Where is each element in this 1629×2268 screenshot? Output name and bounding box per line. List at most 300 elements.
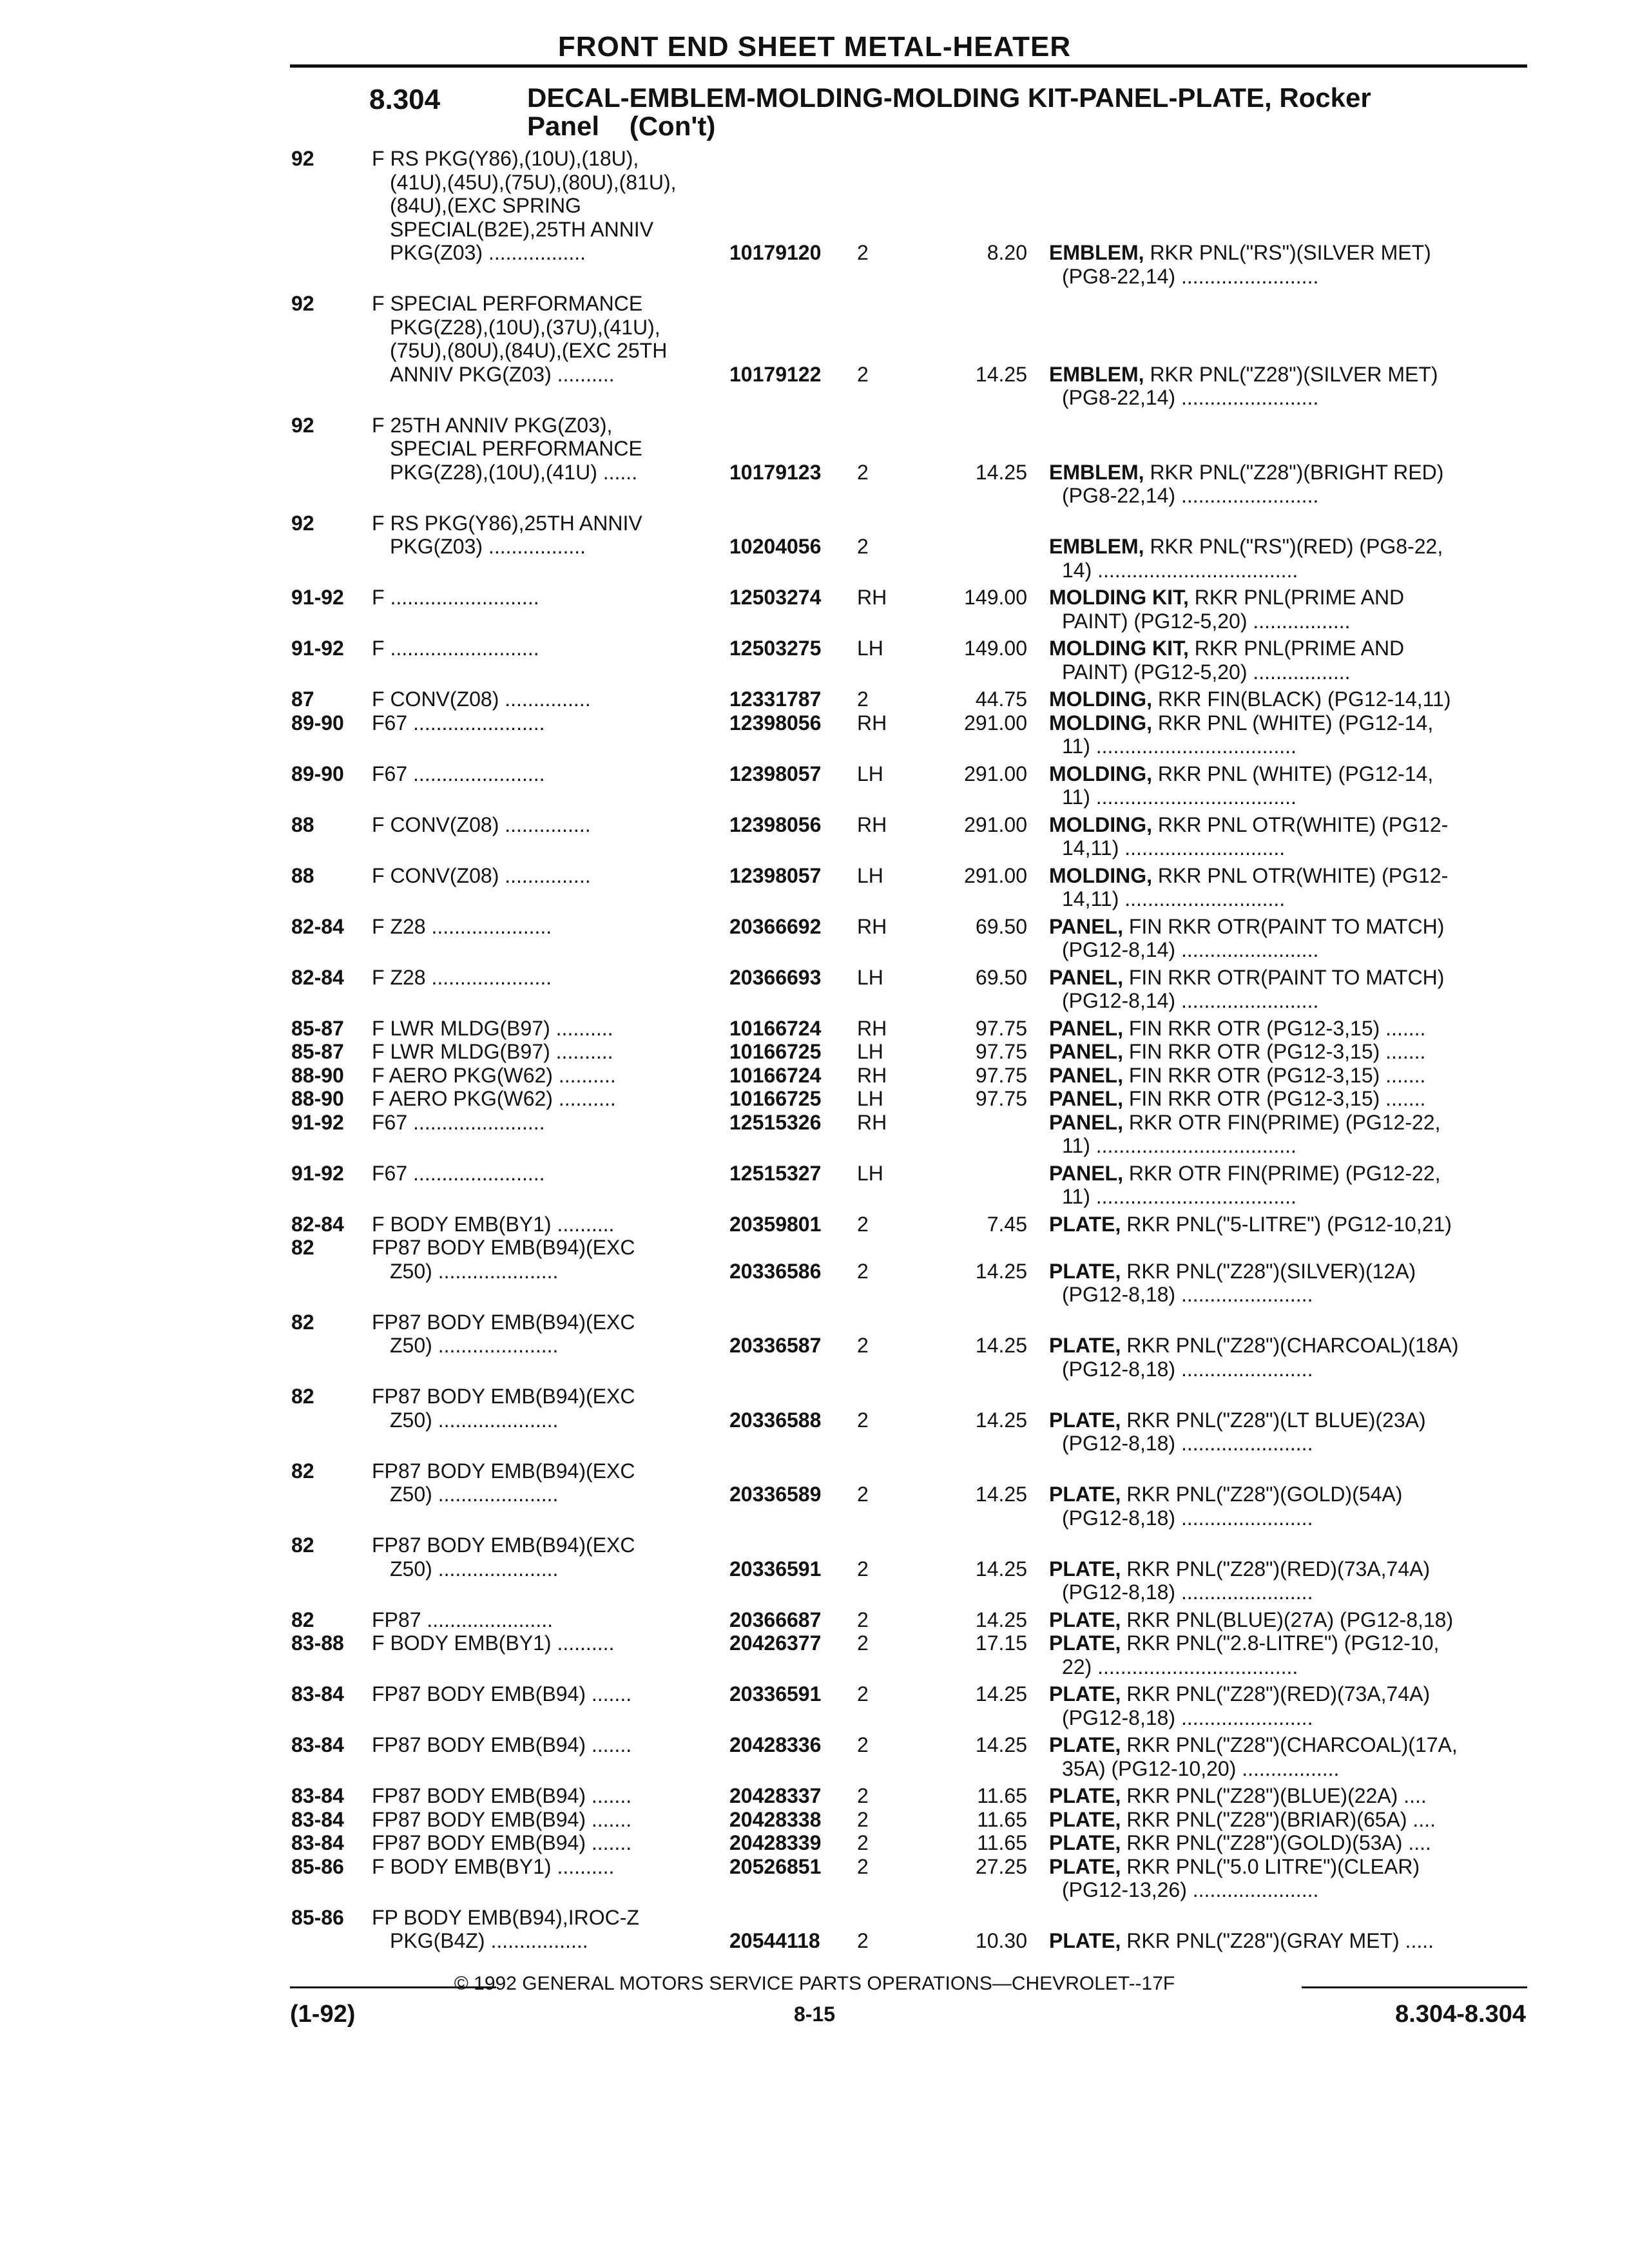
row-part-number: 20428339 (729, 1831, 822, 1854)
row-part-name-line (1049, 1334, 1526, 1358)
row-model-year: 85-86 (291, 1854, 344, 1878)
row-model-year: 83-84 (291, 1831, 344, 1854)
row-quantity: RH (857, 586, 887, 609)
row-application (372, 1236, 720, 1283)
row-part-name (1049, 711, 1526, 758)
row-part-name-line: 14,11) ............................ (1062, 887, 1286, 910)
row-price: 291.00 (964, 762, 1027, 785)
row-part-name-line: (PG8-22,14) ........................ (1062, 264, 1319, 288)
row-application-line: F RS PKG(Y86),25TH ANNIV (372, 511, 642, 535)
row-application-line: PKG(Z28),(10U),(41U) ...... (390, 460, 638, 484)
row-application-line: F .......................... (372, 586, 539, 609)
row-part-number: 20336587 (729, 1334, 822, 1357)
table-row (0, 1064, 1629, 1088)
row-part-number: 10204056 (729, 535, 822, 558)
row-quantity: 2 (857, 1483, 869, 1506)
table-row (0, 1162, 1629, 1213)
table-row (0, 1855, 1629, 1906)
row-price: 14.25 (975, 1259, 1027, 1283)
row-part-detail: FIN RKR OTR (PG12-3,15) ....... (1128, 1087, 1426, 1110)
row-quantity: 2 (857, 1408, 869, 1432)
row-part-number: 20366687 (729, 1608, 822, 1631)
row-price: 97.75 (975, 1016, 1027, 1040)
row-quantity: 2 (857, 1557, 869, 1581)
row-quantity: RH (857, 1110, 887, 1134)
row-part-name (1049, 1784, 1526, 1808)
row-part-number: 12331787 (729, 687, 822, 711)
row-part-name-line (1049, 711, 1526, 735)
row-part-detail: RKR PNL("Z28")(SILVER)(12A) (1126, 1259, 1416, 1283)
row-model-year: 83-84 (291, 1682, 344, 1706)
row-quantity: RH (857, 1063, 887, 1087)
row-part-type: PLATE, (1049, 1483, 1121, 1506)
row-part-name (1049, 966, 1526, 1013)
row-part-detail: FIN RKR OTR (PG12-3,15) ....... (1128, 1016, 1426, 1040)
row-part-name (1049, 1855, 1526, 1902)
row-application (372, 1608, 720, 1632)
table-row (0, 1784, 1629, 1808)
row-quantity: LH (857, 762, 883, 785)
row-part-detail: RKR PNL("Z28")(BRIGHT RED) (1150, 460, 1444, 484)
row-part-name-line (1049, 1213, 1526, 1236)
table-row (0, 1087, 1629, 1111)
row-application-line: Z50) ..................... (390, 1408, 559, 1432)
row-part-type: PLATE, (1049, 1854, 1121, 1878)
row-part-name-line (1049, 1682, 1526, 1706)
row-application-line: PKG(Z03) ................. (390, 241, 586, 264)
row-application (372, 1017, 720, 1041)
row-application-line: Z50) ..................... (390, 1334, 559, 1357)
row-price: 11.65 (977, 1784, 1027, 1807)
row-part-name-line: 11) ................................... (1062, 785, 1296, 809)
row-part-name-line (1049, 363, 1526, 387)
row-quantity: 2 (857, 1631, 869, 1655)
row-price: 97.75 (975, 1063, 1027, 1087)
row-part-type: PLATE, (1049, 1259, 1121, 1283)
row-model-year: 88-90 (291, 1063, 344, 1087)
table-row (0, 1682, 1629, 1733)
row-application-line: PKG(Z28),(10U),(37U),(41U), (390, 315, 660, 339)
row-part-name-line (1049, 1929, 1526, 1953)
row-application (372, 1784, 720, 1808)
table-row (0, 586, 1629, 637)
row-part-name (1049, 1631, 1526, 1678)
row-application-line: FP87 BODY EMB(B94)(EXC (372, 1236, 635, 1259)
page-header-title: FRONT END SHEET METAL-HEATER (557, 31, 1072, 62)
row-quantity: 2 (857, 535, 869, 558)
row-application (372, 414, 720, 485)
row-part-number: 10166724 (729, 1063, 822, 1087)
row-price: 69.50 (975, 965, 1027, 989)
row-price: 14.25 (975, 1557, 1027, 1581)
row-part-type: PANEL, (1049, 1087, 1123, 1110)
row-part-name (1049, 1087, 1526, 1111)
row-part-name-line (1049, 1557, 1526, 1581)
row-part-name-line (1049, 1111, 1526, 1135)
row-model-year: 85-86 (291, 1905, 344, 1929)
row-part-number: 12503274 (729, 586, 822, 609)
row-application-line: FP BODY EMB(B94),IROC-Z (372, 1905, 639, 1929)
row-part-name-line: (PG8-22,14) ........................ (1062, 386, 1319, 409)
row-part-name-line: 11) ................................... (1062, 1185, 1296, 1208)
table-row (0, 966, 1629, 1017)
row-part-name-line: (PG12-13,26) ...................... (1062, 1878, 1319, 1901)
row-part-name-line (1049, 1808, 1526, 1832)
table-row (0, 813, 1629, 864)
row-application-line: FP87 BODY EMB(B94)(EXC (372, 1310, 635, 1334)
row-application-line: SPECIAL PERFORMANCE (390, 437, 642, 460)
row-application (372, 1385, 720, 1432)
row-model-year: 89-90 (291, 762, 344, 785)
row-part-name-line (1049, 1260, 1526, 1283)
row-part-detail: RKR PNL("RS")(RED) (PG8-22, (1150, 535, 1443, 558)
row-price: 14.25 (975, 1733, 1027, 1756)
row-price: 14.25 (975, 1408, 1027, 1432)
row-application-line: Z50) ..................... (390, 1483, 559, 1506)
row-part-name-line: (PG8-22,14) ........................ (1062, 484, 1319, 507)
row-application-line: FP87 BODY EMB(B94) ....... (372, 1733, 632, 1756)
row-part-type: PANEL, (1049, 1040, 1123, 1063)
row-part-detail: RKR PNL("Z28")(CHARCOAL)(17A, (1126, 1733, 1458, 1756)
row-application (372, 1631, 720, 1655)
row-quantity: RH (857, 812, 887, 836)
row-part-name-line (1049, 1408, 1526, 1432)
row-quantity: RH (857, 1016, 887, 1040)
table-row (0, 414, 1629, 512)
row-part-type: EMBLEM, (1049, 362, 1144, 386)
row-application (372, 1311, 720, 1358)
row-quantity: 2 (857, 1831, 869, 1854)
row-quantity: 2 (857, 460, 869, 484)
row-part-name-line: (PG12-8,18) ....................... (1062, 1357, 1313, 1381)
row-part-name (1049, 1831, 1526, 1855)
row-part-detail: RKR PNL (WHITE) (PG12-14, (1157, 711, 1434, 735)
row-quantity: 2 (857, 362, 869, 386)
table-row (0, 1906, 1629, 1957)
row-part-detail: RKR PNL("2.8-LITRE") (PG12-10, (1126, 1631, 1440, 1655)
row-part-name (1049, 586, 1526, 633)
section-title-line1: DECAL-EMBLEM-MOLDING-MOLDING KIT-PANEL-PLATE, Rocker (527, 82, 1371, 113)
row-part-name (1049, 1260, 1526, 1307)
row-part-type: EMBLEM, (1049, 535, 1144, 558)
row-application-line: FP87 BODY EMB(B94) ....... (372, 1682, 632, 1706)
row-application (372, 1064, 720, 1088)
row-quantity: 2 (857, 1334, 869, 1357)
row-application-line: PKG(Z03) ................. (390, 535, 586, 558)
table-row (0, 1608, 1629, 1632)
row-application-line: F CONV(Z08) ............... (372, 812, 591, 836)
row-application (372, 966, 720, 990)
row-price: 291.00 (964, 863, 1027, 887)
table-row (0, 1385, 1629, 1459)
row-application (372, 1808, 720, 1832)
row-application-line: FP87 BODY EMB(B94)(EXC (372, 1385, 635, 1408)
row-part-name (1049, 1334, 1526, 1381)
row-price: 291.00 (964, 711, 1027, 735)
row-application (372, 1111, 720, 1135)
row-part-name-line (1049, 762, 1526, 786)
row-model-year: 82-84 (291, 914, 344, 938)
row-application (372, 1459, 720, 1506)
parts-table (0, 147, 1629, 1957)
row-part-type: EMBLEM, (1049, 460, 1144, 484)
row-part-type: PANEL, (1049, 1016, 1123, 1040)
row-price: 7.45 (987, 1212, 1027, 1236)
row-application-line: F AERO PKG(W62) .......... (372, 1087, 616, 1110)
row-part-name-line: PAINT) (PG12-5,20) ................. (1062, 660, 1351, 684)
row-part-number: 12398056 (729, 812, 822, 836)
row-part-type: PLATE, (1049, 1807, 1121, 1831)
row-application-line: F Z28 ..................... (372, 914, 552, 938)
row-part-name-line (1049, 966, 1526, 990)
row-part-type: PLATE, (1049, 1929, 1121, 1952)
row-quantity: 2 (857, 1733, 869, 1756)
row-application-line: F CONV(Z08) ............... (372, 863, 591, 887)
row-model-year: 85-87 (291, 1040, 344, 1063)
row-application (372, 1831, 720, 1855)
row-part-name (1049, 1608, 1526, 1632)
row-part-detail: RKR PNL OTR(WHITE) (PG12- (1157, 863, 1449, 887)
row-part-type: PLATE, (1049, 1557, 1121, 1581)
row-part-name (1049, 1733, 1526, 1780)
row-part-number: 10179123 (729, 460, 822, 484)
row-part-detail: RKR PNL("Z28")(BRIAR)(65A) .... (1126, 1807, 1436, 1831)
row-price: 11.65 (977, 1807, 1027, 1831)
header-rule (290, 64, 1527, 68)
row-price: 149.00 (964, 586, 1027, 609)
row-model-year: 83-84 (291, 1733, 344, 1756)
row-part-type: MOLDING KIT, (1049, 586, 1189, 609)
row-part-name-line (1049, 1017, 1526, 1041)
row-application-line: F CONV(Z08) ............... (372, 687, 591, 711)
row-model-year: 87 (291, 687, 314, 711)
row-price: 14.25 (975, 1682, 1027, 1706)
row-part-name (1049, 813, 1526, 860)
table-row (0, 687, 1629, 711)
row-part-name-line: (PG12-8,18) ....................... (1062, 1706, 1313, 1729)
footer-page-number: 8-15 (793, 2003, 836, 2026)
row-part-type: PANEL, (1049, 914, 1123, 938)
row-model-year: 82-84 (291, 965, 344, 989)
row-part-name-line: (PG12-8,14) ........................ (1062, 989, 1319, 1012)
row-part-name-line: 22) ................................... (1062, 1655, 1298, 1678)
row-application-line: PKG(B4Z) ................. (390, 1929, 588, 1952)
row-application-line: F BODY EMB(BY1) .......... (372, 1631, 615, 1655)
row-model-year: 88 (291, 812, 314, 836)
row-model-year: 88-90 (291, 1087, 344, 1110)
row-part-name-line (1049, 1733, 1526, 1757)
row-part-number: 10166725 (729, 1087, 822, 1110)
row-model-year: 82 (291, 1385, 314, 1408)
row-application-line: (41U),(45U),(75U),(80U),(81U), (390, 170, 677, 194)
row-part-detail: RKR PNL(PRIME AND (1194, 586, 1405, 609)
row-model-year: 82 (291, 1459, 314, 1483)
row-part-detail: RKR OTR FIN(PRIME) (PG12-22, (1128, 1161, 1441, 1185)
row-part-type: PANEL, (1049, 1110, 1123, 1134)
row-model-year: 85-87 (291, 1016, 344, 1040)
row-application (372, 147, 720, 265)
row-quantity: LH (857, 863, 883, 887)
row-part-detail: RKR PNL("5-LITRE") (PG12-10,21) (1126, 1212, 1452, 1236)
row-part-type: PLATE, (1049, 1408, 1121, 1432)
row-part-type: PLATE, (1049, 1212, 1121, 1236)
row-part-name-line (1049, 864, 1526, 888)
row-part-type: MOLDING, (1049, 812, 1152, 836)
row-part-detail: RKR PNL (WHITE) (PG12-14, (1157, 762, 1434, 785)
row-part-number: 20336591 (729, 1557, 822, 1581)
row-application-line: Z50) ..................... (390, 1259, 559, 1283)
row-price: 97.75 (975, 1087, 1027, 1110)
row-part-name-line: 35A) (PG12-10,20) ................. (1062, 1756, 1340, 1780)
row-application-line: F67 ....................... (372, 711, 545, 735)
row-part-name (1049, 1213, 1526, 1236)
row-application (372, 1733, 720, 1757)
row-part-name (1049, 1408, 1526, 1456)
row-part-type: PANEL, (1049, 1063, 1123, 1087)
row-part-detail: RKR OTR FIN(PRIME) (PG12-22, (1128, 1110, 1441, 1134)
row-part-number: 20336586 (729, 1259, 822, 1283)
row-price: 14.25 (975, 1483, 1027, 1506)
row-model-year: 92 (291, 511, 314, 535)
row-application-line: FP87 ...................... (372, 1608, 553, 1631)
row-part-detail: RKR PNL OTR(WHITE) (PG12- (1157, 812, 1449, 836)
row-application-line: FP87 BODY EMB(B94)(EXC (372, 1533, 635, 1557)
row-part-type: PLATE, (1049, 1682, 1121, 1706)
row-application-line: (75U),(80U),(84U),(EXC 25TH (390, 339, 668, 362)
row-part-number: 20366693 (729, 965, 822, 989)
row-part-name-line: 11) ................................... (1062, 735, 1296, 758)
row-price: 14.25 (975, 362, 1027, 386)
table-row (0, 1831, 1629, 1855)
row-application-line: Z50) ..................... (390, 1557, 559, 1581)
row-model-year: 82 (291, 1236, 314, 1259)
row-application-line: SPECIAL(B2E),25TH ANNIV (390, 217, 654, 241)
row-quantity: 2 (857, 1784, 869, 1807)
row-model-year: 92 (291, 292, 314, 315)
row-application-line: F LWR MLDG(B97) .......... (372, 1016, 613, 1040)
row-part-detail: FIN RKR OTR (PG12-3,15) ....... (1128, 1063, 1426, 1087)
row-part-number: 20336591 (729, 1682, 822, 1706)
row-price: 44.75 (975, 687, 1027, 711)
row-price: 14.25 (975, 1334, 1027, 1357)
row-part-name (1049, 1557, 1526, 1604)
row-part-number: 20426377 (729, 1631, 822, 1655)
row-price: 27.25 (975, 1854, 1027, 1878)
row-part-name-line (1049, 1608, 1526, 1632)
row-quantity: RH (857, 914, 887, 938)
table-row (0, 1236, 1629, 1311)
table-row (0, 512, 1629, 586)
table-row (0, 292, 1629, 414)
row-price: 97.75 (975, 1040, 1027, 1063)
row-application-line: F SPECIAL PERFORMANCE (372, 292, 643, 315)
row-application (372, 915, 720, 939)
row-model-year: 91-92 (291, 1161, 344, 1185)
table-row (0, 1733, 1629, 1784)
row-model-year: 89-90 (291, 711, 344, 735)
row-application-line: FP87 BODY EMB(B94) ....... (372, 1784, 632, 1807)
row-part-number: 10166725 (729, 1040, 822, 1063)
row-part-name-line (1049, 915, 1526, 939)
row-part-name (1049, 1682, 1526, 1729)
row-model-year: 82-84 (291, 1212, 344, 1236)
table-row (0, 1311, 1629, 1385)
row-part-name-line (1049, 1087, 1526, 1111)
row-part-detail: FIN RKR OTR (PG12-3,15) ....... (1128, 1040, 1426, 1063)
row-price: 149.00 (964, 637, 1027, 660)
row-part-type: MOLDING, (1049, 711, 1152, 735)
table-row (0, 147, 1629, 292)
row-part-detail: RKR PNL("Z28")(GRAY MET) ..... (1126, 1929, 1434, 1952)
row-part-type: PLATE, (1049, 1784, 1121, 1807)
row-quantity: 2 (857, 241, 869, 264)
row-application (372, 1087, 720, 1111)
row-application (372, 687, 720, 711)
row-quantity: 2 (857, 1854, 869, 1878)
row-part-detail: RKR PNL("Z28")(SILVER MET) (1150, 362, 1438, 386)
row-part-number: 20359801 (729, 1212, 822, 1236)
row-model-year: 83-84 (291, 1784, 344, 1807)
row-application-line: F67 ....................... (372, 1110, 545, 1134)
row-part-name-line (1049, 637, 1526, 660)
row-application (372, 637, 720, 660)
row-part-name (1049, 1064, 1526, 1088)
row-quantity: 2 (857, 1212, 869, 1236)
row-quantity: 2 (857, 1259, 869, 1283)
row-part-name-line (1049, 586, 1526, 610)
row-price: 69.50 (975, 914, 1027, 938)
row-part-name (1049, 241, 1526, 288)
row-part-detail: RKR PNL("Z28")(RED)(73A,74A) (1126, 1557, 1431, 1581)
row-part-name-line (1049, 1631, 1526, 1655)
row-part-name (1049, 363, 1526, 410)
row-part-name-line: 11) ................................... (1062, 1134, 1296, 1157)
row-quantity: LH (857, 1040, 883, 1063)
table-row (0, 864, 1629, 915)
row-part-number: 20336588 (729, 1408, 822, 1432)
row-application (372, 1162, 720, 1186)
row-application (372, 292, 720, 386)
row-application-line: F BODY EMB(BY1) .......... (372, 1212, 615, 1236)
row-application-line: (84U),(EXC SPRING (390, 194, 581, 217)
row-part-name-line: (PG12-8,18) ....................... (1062, 1581, 1313, 1604)
row-part-type: MOLDING KIT, (1049, 637, 1189, 660)
table-row (0, 915, 1629, 966)
row-part-number: 12398057 (729, 863, 822, 887)
row-part-name-line: (PG12-8,18) ....................... (1062, 1432, 1313, 1455)
row-part-name-line (1049, 241, 1526, 265)
row-part-type: PANEL, (1049, 965, 1123, 989)
row-part-detail: RKR FIN(BLACK) (PG12-14,11) (1157, 687, 1451, 711)
row-part-name-line: PAINT) (PG12-5,20) ................. (1062, 609, 1351, 633)
row-part-name (1049, 1162, 1526, 1209)
row-application (372, 1213, 720, 1236)
row-application (372, 864, 720, 888)
row-quantity: 2 (857, 1807, 869, 1831)
row-application (372, 813, 720, 837)
row-application-line: FP87 BODY EMB(B94)(EXC (372, 1459, 635, 1483)
row-application (372, 1682, 720, 1706)
row-part-number: 20336589 (729, 1483, 822, 1506)
row-quantity: 2 (857, 687, 869, 711)
row-quantity: RH (857, 711, 887, 735)
row-application-line: F AERO PKG(W62) .......... (372, 1063, 616, 1087)
table-row (0, 1459, 1629, 1534)
row-part-name (1049, 1929, 1526, 1953)
row-part-detail: RKR PNL("RS")(SILVER MET) (1150, 241, 1431, 264)
section-title-line2: Panel (Con't) (527, 111, 716, 141)
row-model-year: 82 (291, 1310, 314, 1334)
